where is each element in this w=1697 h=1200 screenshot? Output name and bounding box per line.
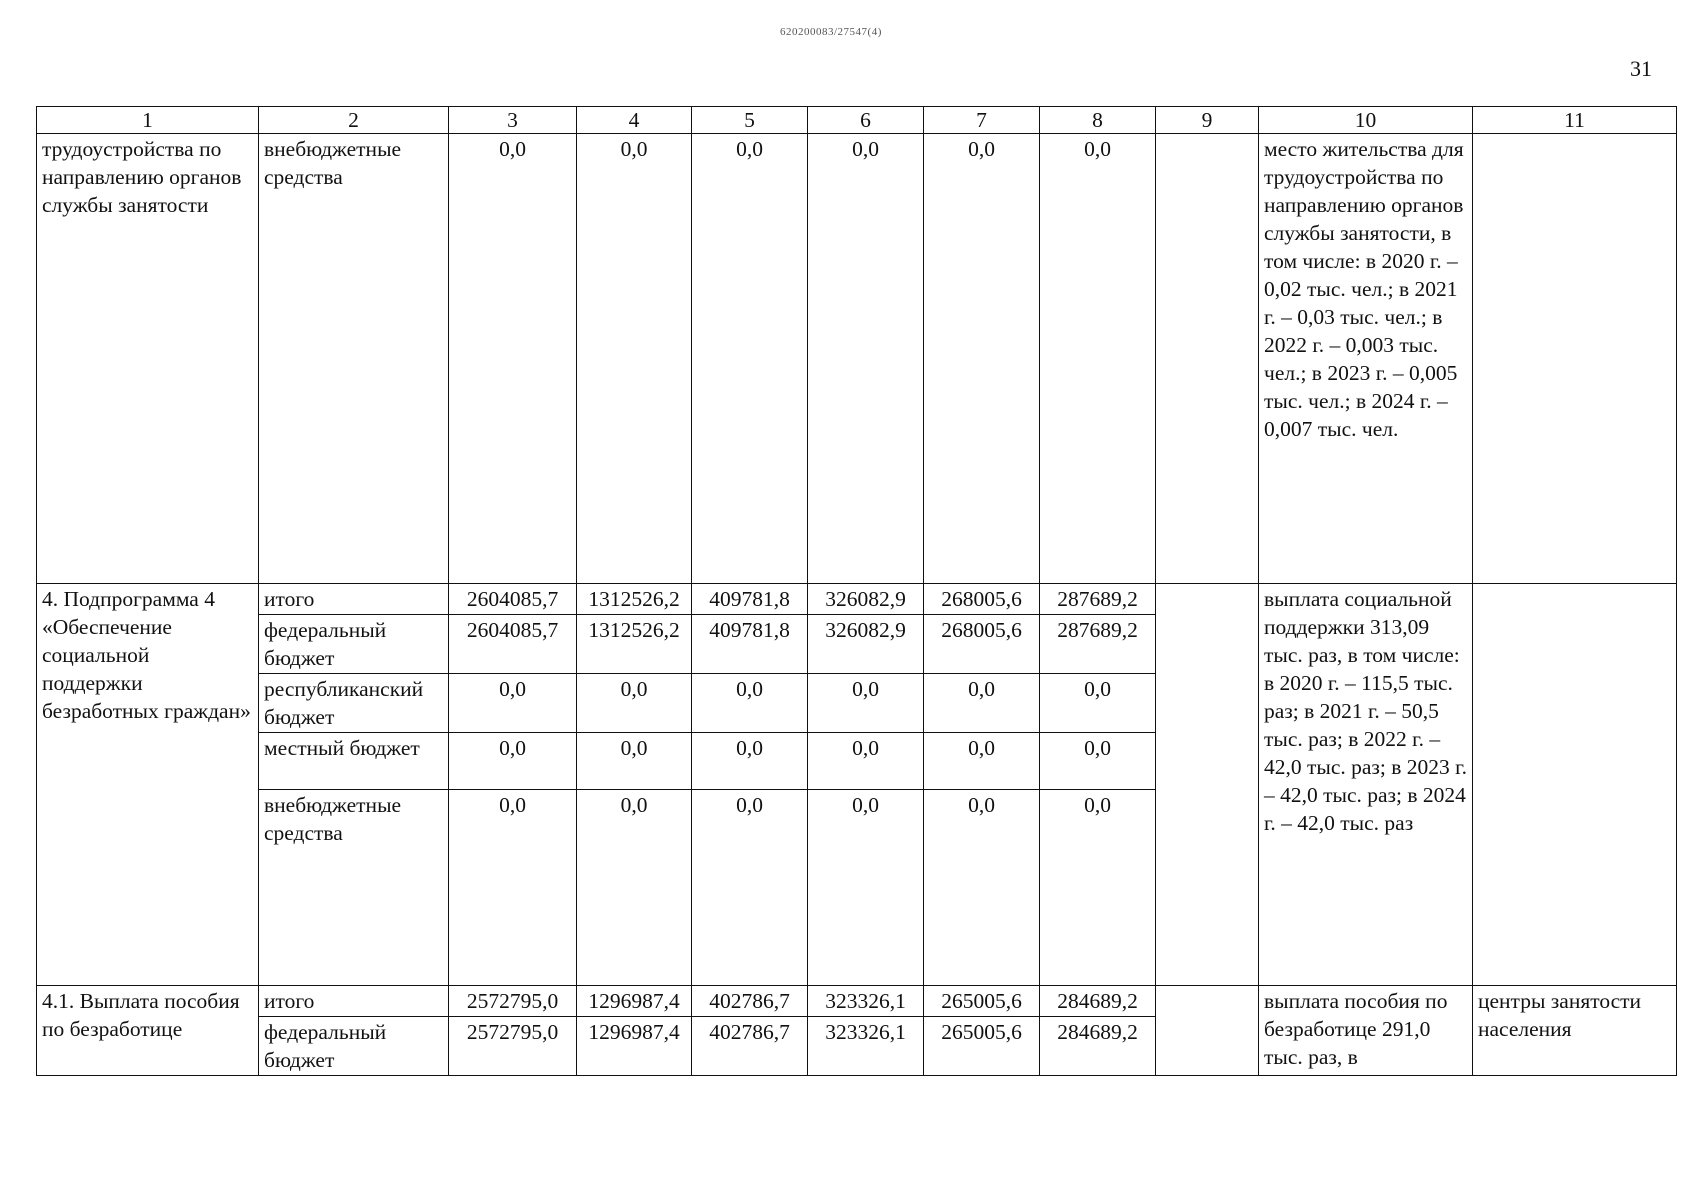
empty-cell — [1156, 986, 1259, 1076]
value-cell: 1312526,2 — [577, 615, 692, 674]
value-cell: 409781,8 — [692, 615, 808, 674]
funding-source: федеральный бюджет — [259, 615, 449, 674]
value-cell: 0,0 — [692, 674, 808, 733]
value-cell: 0,0 — [924, 790, 1040, 986]
expected-result: место жительства для трудоустройства по направлению органов службы занятости, в том числе: в 2020 г. – 0,02 тыс. чел.; в 2021 г. – 0,03 тыс. чел.; в 2022 г. – 0,003 тыс. чел.; в 2023 г. – 0,005 тыс. чел.; в 2024 г. – 0,007 тыс. чел. — [1259, 134, 1473, 584]
funding-source: внебюджетные средства — [259, 134, 449, 584]
col-number: 10 — [1259, 107, 1473, 134]
value-cell: 2572795,0 — [449, 986, 577, 1017]
value-cell: 268005,6 — [924, 584, 1040, 615]
executor: центры занятости населения — [1473, 986, 1677, 1076]
value-cell: 0,0 — [1040, 790, 1156, 986]
col-number: 5 — [692, 107, 808, 134]
col-number: 4 — [577, 107, 692, 134]
col-number: 7 — [924, 107, 1040, 134]
value-cell: 1296987,4 — [577, 986, 692, 1017]
col-number: 1 — [37, 107, 259, 134]
value-cell: 0,0 — [924, 674, 1040, 733]
col-number: 9 — [1156, 107, 1259, 134]
value-cell: 409781,8 — [692, 584, 808, 615]
value-cell: 268005,6 — [924, 615, 1040, 674]
value-cell: 0,0 — [924, 134, 1040, 584]
table-row — [37, 134, 1677, 584]
value-cell: 1312526,2 — [577, 584, 692, 615]
value-cell: 2604085,7 — [449, 584, 577, 615]
value-cell: 0,0 — [449, 134, 577, 584]
page-number: 31 — [1630, 56, 1652, 81]
funding-source: итого — [259, 584, 449, 615]
value-cell: 0,0 — [808, 674, 924, 733]
funding-source: внебюджетные средства — [259, 790, 449, 986]
col-number: 8 — [1040, 107, 1156, 134]
table-row — [37, 584, 1677, 615]
value-cell: 0,0 — [449, 674, 577, 733]
value-cell: 326082,9 — [808, 615, 924, 674]
empty-cell — [1156, 134, 1259, 584]
value-cell: 0,0 — [924, 733, 1040, 790]
value-cell: 0,0 — [577, 134, 692, 584]
measure-name: 4. Подпрограмма 4 «Обеспечение социальной поддержки безработных граждан» — [37, 584, 259, 986]
value-cell: 2604085,7 — [449, 615, 577, 674]
value-cell: 287689,2 — [1040, 615, 1156, 674]
value-cell: 1296987,4 — [577, 1017, 692, 1076]
value-cell: 0,0 — [1040, 134, 1156, 584]
col-number: 3 — [449, 107, 577, 134]
column-number-row — [37, 107, 1677, 134]
value-cell: 284689,2 — [1040, 1017, 1156, 1076]
col-number: 11 — [1473, 107, 1677, 134]
value-cell: 2572795,0 — [449, 1017, 577, 1076]
value-cell: 402786,7 — [692, 986, 808, 1017]
col-number: 2 — [259, 107, 449, 134]
value-cell: 402786,7 — [692, 1017, 808, 1076]
funding-source: федеральный бюджет — [259, 1017, 449, 1076]
measure-name: 4.1. Выплата пособия по безработице — [37, 986, 259, 1076]
measure-name: трудоустройства по направлению органов службы занятости — [37, 134, 259, 584]
value-cell: 0,0 — [808, 134, 924, 584]
value-cell: 0,0 — [692, 790, 808, 986]
value-cell: 0,0 — [692, 733, 808, 790]
document-id: 620200083/27547(4) — [780, 26, 882, 38]
funding-source: местный бюджет — [259, 733, 449, 790]
funding-source: итого — [259, 986, 449, 1017]
empty-cell — [1156, 584, 1259, 986]
value-cell: 0,0 — [449, 733, 577, 790]
value-cell: 0,0 — [692, 134, 808, 584]
col-number: 6 — [808, 107, 924, 134]
empty-cell — [1473, 584, 1677, 986]
value-cell: 284689,2 — [1040, 986, 1156, 1017]
value-cell: 287689,2 — [1040, 584, 1156, 615]
expected-result: выплата социальной поддержки 313,09 тыс. раз, в том числе: в 2020 г. – 115,5 тыс. раз; в 2021 г. – 50,5 тыс. раз; в 2022 г. – 42,0 тыс. раз; в 2023 г. – 42,0 тыс. раз; в 2024 г. – 42,0 тыс. раз — [1259, 584, 1473, 986]
table-row — [37, 986, 1677, 1017]
value-cell: 0,0 — [808, 790, 924, 986]
value-cell: 0,0 — [577, 790, 692, 986]
value-cell: 0,0 — [808, 733, 924, 790]
value-cell: 323326,1 — [808, 986, 924, 1017]
value-cell: 0,0 — [1040, 674, 1156, 733]
value-cell: 0,0 — [449, 790, 577, 986]
funding-source: республиканский бюджет — [259, 674, 449, 733]
value-cell: 323326,1 — [808, 1017, 924, 1076]
expected-result: выплата пособия по безработице 291,0 тыс. раз, в — [1259, 986, 1473, 1076]
value-cell: 326082,9 — [808, 584, 924, 615]
value-cell: 0,0 — [577, 674, 692, 733]
budget-table — [36, 106, 1677, 1076]
value-cell: 0,0 — [577, 733, 692, 790]
value-cell: 265005,6 — [924, 986, 1040, 1017]
value-cell: 0,0 — [1040, 733, 1156, 790]
value-cell: 265005,6 — [924, 1017, 1040, 1076]
empty-cell — [1473, 134, 1677, 584]
